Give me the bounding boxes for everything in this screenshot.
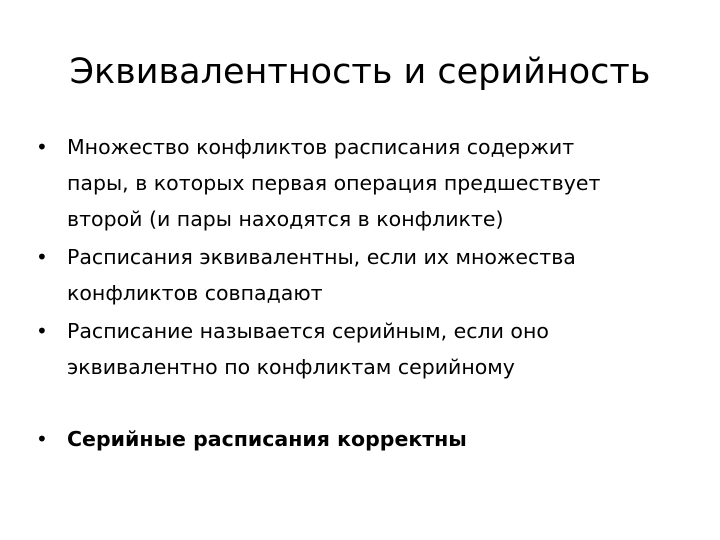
bullet-line: Множество конфликтов расписания содержит [67,135,575,159]
bullet-text [67,135,600,231]
bullet-line: Расписание называется серийным, если оно [67,319,549,343]
bullet-line: эквивалентно по конфликтам серийному [67,355,515,379]
bullet-dot-icon: • [36,135,48,159]
bullet-item [36,313,696,385]
bullet-text [67,427,467,451]
bullet-list [36,129,696,459]
bullet-dot-icon: • [36,427,48,451]
bullet-item-conclusion [36,421,696,457]
bullet-dot-icon: • [36,245,48,269]
bullet-line: Серийные расписания корректны [67,427,467,451]
bullet-item [36,129,696,237]
bullet-line: второй (и пары находятся в конфликте) [67,207,504,231]
bullet-item [36,239,696,311]
bullet-line: Расписания эквивалентны, если их множества [67,245,576,269]
bullet-dot-icon: • [36,319,48,343]
bullet-text [67,245,576,305]
bullet-line: пары, в которых первая операция предшествует [67,171,601,195]
bullet-text [67,319,549,379]
bullet-line: конфликтов совпадают [67,281,323,305]
slide-title: Эквивалентность и серийность [69,52,651,92]
